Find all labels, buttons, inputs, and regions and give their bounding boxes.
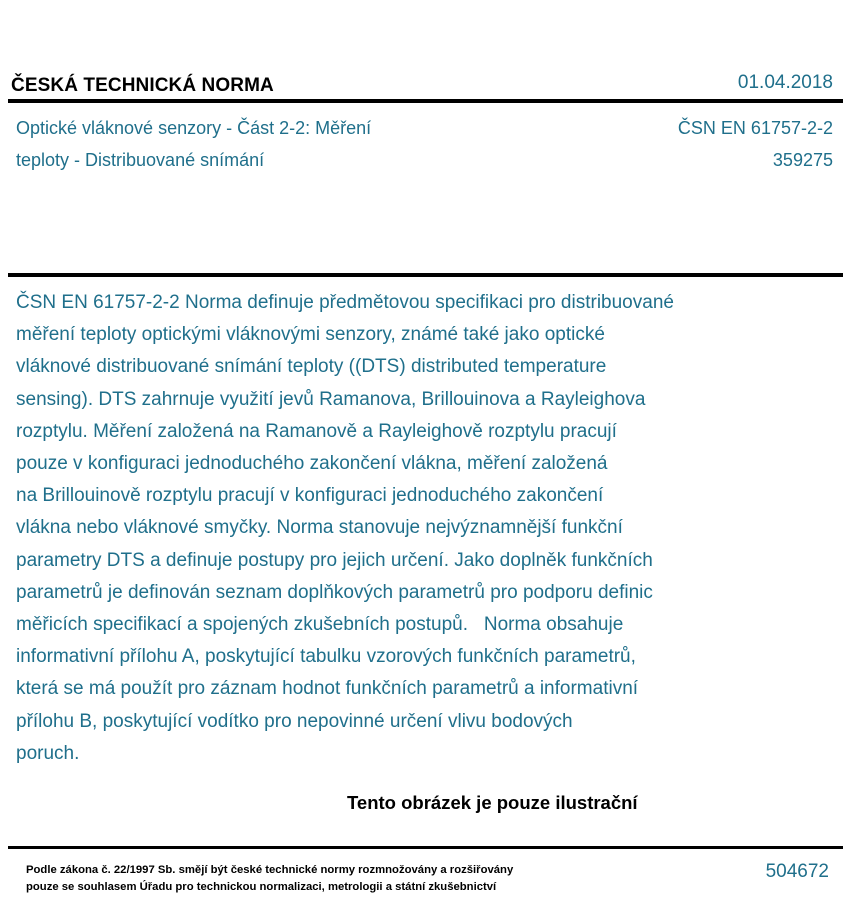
- abstract-line: vláknové distribuované snímání teploty ((DTS) distributed temperature: [16, 356, 607, 378]
- abstract-line: informativní přílohu A, poskytující tabulku vzorových funkčních parametrů,: [16, 646, 636, 668]
- header-divider: [8, 99, 843, 103]
- section-divider: [8, 273, 843, 277]
- abstract-line: poruch.: [16, 742, 80, 764]
- abstract-line: která se má použít pro záznam hodnot funkčních parametrů a informativní: [16, 678, 639, 700]
- illustration-note: Tento obrázek je pouze ilustrační: [347, 792, 638, 813]
- abstract-line: měřicích specifikací a spojených zkušebních postupů. Norma obsahuje: [16, 614, 624, 636]
- classification-code: 359275: [772, 150, 833, 170]
- abstract-line: parametrů je definován seznam doplňkových parametrů pro podporu definic: [16, 581, 653, 603]
- abstract-line: na Brillouinově rozptylu pracují v konfiguraci jednoduchého zakončení: [16, 485, 604, 507]
- footer-divider: [8, 846, 843, 849]
- abstract-text: [16, 287, 776, 770]
- abstract-line: rozptylu. Měření založená na Ramanově a Rayleighově rozptylu pracují: [16, 420, 617, 442]
- abstract-line: ČSN EN 61757-2-2 Norma definuje předmětovou specifikaci pro distribuované: [16, 292, 674, 313]
- document-code: 504672: [765, 861, 829, 882]
- abstract-line: vlákna nebo vláknové smyčky. Norma stanovuje nejvýznamnější funkční: [16, 517, 623, 539]
- document-title-line-2: teploty - Distribuované snímání: [16, 150, 265, 170]
- abstract-line: parametry DTS a definuje postupy pro jejich určení. Jako doplněk funkčních: [16, 549, 653, 571]
- abstract-line: sensing). DTS zahrnuje využití jevů Ramanova, Brillouinova a Rayleighova: [16, 388, 646, 410]
- abstract-line: pouze v konfiguraci jednoduchého zakončení vlákna, měření založená: [16, 453, 608, 475]
- header-title: ČESKÁ TECHNICKÁ NORMA: [11, 75, 274, 96]
- abstract-line: měření teploty optickými vláknovými senzory, známé také jako optické: [16, 324, 605, 346]
- abstract-line: přílohu B, poskytující vodítko pro nepovinné určení vlivu bodových: [16, 710, 573, 732]
- publication-date: 01.04.2018: [737, 72, 833, 93]
- standard-number: ČSN EN 61757-2-2: [677, 118, 833, 138]
- legal-notice-line-2: pouze se souhlasem Úřadu pro technickou normalizaci, metrologii a státní zkušebnictví: [26, 881, 497, 893]
- legal-notice-line-1: Podle zákona č. 22/1997 Sb. smějí být české technické normy rozmnožovány a rozšiřovány: [26, 864, 514, 876]
- legal-notice: [26, 862, 513, 896]
- document-title-line-1: Optické vláknové senzory - Část 2-2: Měření: [16, 118, 372, 138]
